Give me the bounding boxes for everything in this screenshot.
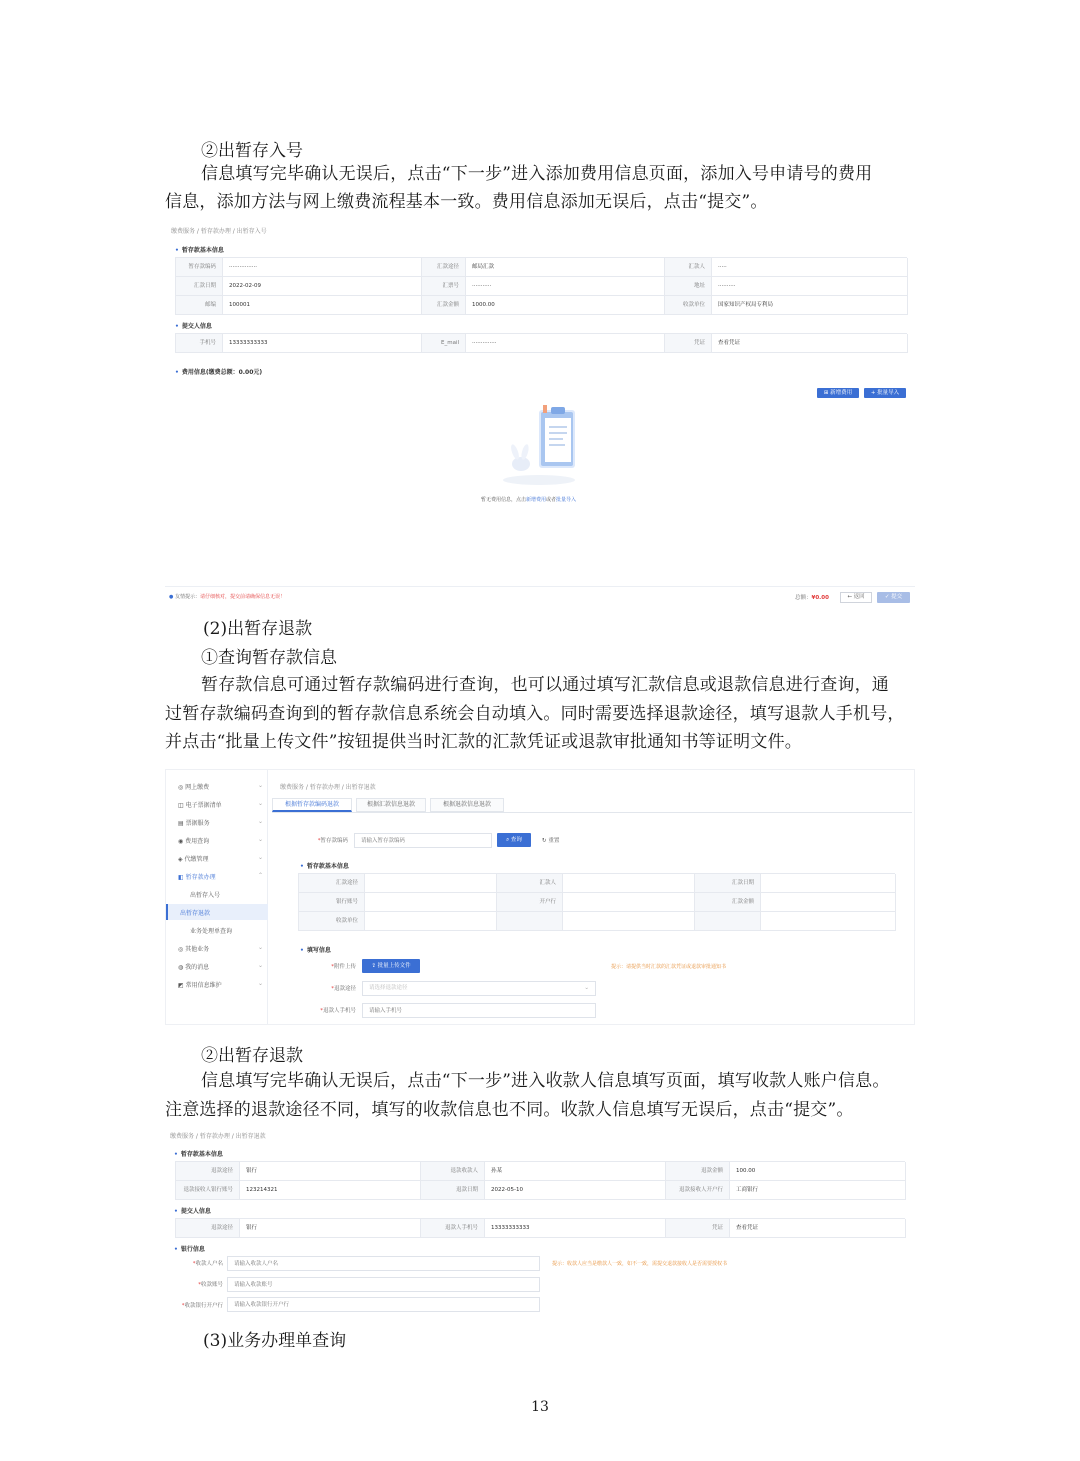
- back-button[interactable]: ← 返回: [840, 592, 872, 603]
- heading-query: ①查询暂存款信息: [201, 648, 337, 668]
- screenshot-ruhao: [165, 222, 915, 606]
- sidebar-item-fee-query[interactable]: ◉ 费用查询 ⌄: [178, 836, 264, 845]
- screenshot-payee: [165, 1127, 915, 1312]
- tab-divider: [272, 812, 912, 813]
- sidebar-item-messages[interactable]: ◍ 我的消息 ⌄: [178, 962, 264, 971]
- check-icon: ✓: [884, 594, 892, 600]
- sidebar: [166, 770, 268, 1024]
- phone-label: *退款人手机号: [320, 1008, 356, 1014]
- empty-state-text: 暂无费用信息，点击新增费用或者批量导入: [481, 497, 577, 503]
- batch-import-button[interactable]: + 批量导入: [864, 388, 906, 398]
- section-bank-info: • 银行信息: [174, 1244, 205, 1253]
- basic-info-grid: 汇款途径 汇款人 汇款日期 银行账号 开户行 汇款金额 收款单位: [298, 873, 895, 931]
- sidebar-item-deposit[interactable]: ◧ 暂存款办理 ⌃: [178, 872, 264, 881]
- plus-icon: +: [870, 390, 878, 396]
- para2-line1: 暂存款信息可通过暂存款编码进行查询，也可以通过填写汇款信息或退款信息进行查询，通: [201, 675, 889, 695]
- footer-tip: ● 友情提示：请仔细核对，提交前请确保信息无误！: [169, 594, 285, 600]
- heading-refund-submit: ②出暂存退款: [201, 1046, 303, 1066]
- add-fee-button[interactable]: ⊞ 新增费用: [817, 388, 859, 398]
- view-voucher-link[interactable]: 查看凭证: [730, 1219, 906, 1238]
- sidebar-item-agent[interactable]: ◈ 代缴管理 ⌄: [178, 854, 264, 863]
- sidebar-item-e-bills[interactable]: ◫ 电子票据清单 ⌄: [178, 800, 264, 809]
- footer-bar: [165, 586, 915, 606]
- info-icon: ●: [169, 594, 174, 600]
- para1-line1: 信息填写完毕确认无误后，点击“下一步”进入添加费用信息页面，添加入号申请号的费用: [201, 164, 873, 184]
- payee-bank-label: *收款银行开户行: [181, 1303, 223, 1309]
- heading-order-query: (3)业务办理单查询: [203, 1331, 347, 1351]
- sidebar-item-common-info[interactable]: ◩ 常用信息维护 ⌄: [178, 980, 264, 989]
- menu-icon: ◎: [178, 946, 186, 953]
- submitter-grid: 退款途径 银行 退款人手机号 13333333333 凭证 查看凭证: [175, 1218, 905, 1238]
- tab-by-refund[interactable]: 根据退款信息退款: [430, 798, 504, 812]
- page-number: 13: [531, 1399, 549, 1415]
- section-basic-info: • 暂存款基本信息: [174, 1149, 223, 1158]
- reset-button[interactable]: ↻ 重置: [542, 838, 560, 844]
- para2-line2: 过暂存款编码查询到的暂存款信息系统会自动填入。同时需要选择退款途径，填写退款人手机号，: [165, 704, 905, 724]
- route-label: *退款途径: [331, 986, 356, 992]
- sidebar-item-refund[interactable]: 出暂存退款: [180, 910, 211, 917]
- total-amount: 总额：¥0.00: [795, 595, 829, 601]
- section-basic-info: • 暂存款基本信息: [300, 861, 349, 870]
- para3-line1: 信息填写完毕确认无误后，点击“下一步”进入收款人信息填写页面，填写收款人账户信息。: [201, 1071, 890, 1091]
- view-voucher-link[interactable]: 查看凭证: [712, 334, 908, 353]
- section-fee-info: • 费用信息(缴费总额：0.00元): [175, 367, 262, 376]
- menu-icon: ▤: [178, 820, 186, 827]
- menu-icon: ◩: [178, 982, 186, 989]
- submitter-grid: 手机号 13333333333 E_mail ·············· 凭证 查看凭证: [175, 333, 907, 353]
- tab-by-remit[interactable]: 根据汇款信息退款: [356, 798, 426, 812]
- breadcrumb: 缴费服务 / 暂存款办理 / 出暂存退款: [280, 784, 376, 791]
- menu-icon: ◈: [178, 856, 185, 863]
- empty-clipboard-icon: [497, 402, 582, 487]
- payee-bank-input[interactable]: [227, 1297, 540, 1312]
- query-button[interactable]: ⌕ 查询: [497, 833, 531, 847]
- breadcrumb: 缴费服务 / 暂存款办理 / 出暂存入号: [171, 228, 267, 235]
- menu-icon: ◫: [178, 802, 186, 809]
- chevron-down-icon: ⌄: [584, 985, 589, 991]
- upload-icon: ⇪: [371, 963, 378, 969]
- payee-hint: 提示：收款人应当是缴款人一致，如不一致，需提交退款接收人是否需要授权书: [552, 1261, 728, 1267]
- submit-button[interactable]: ✓ 提交: [877, 592, 910, 603]
- sidebar-item-order-query[interactable]: 业务处理单查询: [190, 928, 233, 935]
- chevron-down-icon: ⌄: [258, 854, 264, 861]
- menu-icon: ◎: [178, 784, 186, 791]
- sidebar-item-ruhao[interactable]: 出暂存入号: [190, 892, 221, 899]
- chevron-down-icon: ⌄: [258, 836, 264, 843]
- chevron-down-icon: ⌄: [258, 962, 264, 969]
- route-select[interactable]: 请选择退款途径 ⌄: [362, 981, 596, 996]
- basic-info-grid: 退款途径 银行 退款收款人 孙某 退款金额 100.00 退款接收人银行账号 123214321 退款日期 2022-05-10 退款接收人开户行 工商银行: [175, 1161, 905, 1200]
- plus-icon: ⊞: [823, 390, 831, 396]
- breadcrumb: 缴费服务 / 暂存款办理 / 出暂存退款: [170, 1133, 266, 1140]
- screenshot-query: [165, 769, 915, 1025]
- section-submitter: • 提交人信息: [175, 321, 212, 330]
- basic-info-grid: 暂存款编码 ················ 汇款途径 邮局汇款 汇款人 ····· 汇款日期 2022-02-09 汇票号 ··········· 地址 ·········· 邮编 100001 汇款金额 1000.00 收款单位 国家知识产权局专利局: [175, 257, 907, 315]
- para3-line2: 注意选择的退款途径不同，填写的收款信息也不同。收款人信息填写无误后，点击“提交”。: [165, 1100, 854, 1120]
- menu-icon: ◧: [178, 874, 186, 881]
- upload-hint: 提示：请提供当时汇款的汇款凭证或退款审批通知书: [611, 964, 727, 970]
- payee-account-input[interactable]: [227, 1277, 540, 1292]
- menu-icon: ◍: [178, 964, 186, 971]
- batch-upload-button[interactable]: ⇪ 批量上传文件: [362, 959, 420, 973]
- section-submitter: • 提交人信息: [174, 1206, 211, 1215]
- para1-line2: 信息，添加方法与网上缴费流程基本一致。费用信息添加无误后，点击“提交”。: [165, 192, 768, 212]
- tab-by-code[interactable]: 根据暂存款编码退款: [272, 798, 352, 812]
- batch-import-link[interactable]: 批量导入: [556, 497, 577, 503]
- sidebar-item-bill-service[interactable]: ▤ 票据服务 ⌄: [178, 818, 264, 827]
- menu-icon: ◉: [178, 838, 186, 845]
- chevron-down-icon: ⌄: [258, 800, 264, 807]
- code-input[interactable]: [354, 833, 492, 848]
- heading-ruhao: ②出暂存入号: [201, 141, 303, 161]
- search-icon: ⌕: [506, 837, 511, 843]
- para2-line3: 并点击“批量上传文件”按钮提供当时汇款的汇款凭证或退款审批通知书等证明文件。: [165, 732, 802, 752]
- heading-refund: (2)出暂存退款: [203, 619, 313, 639]
- section-basic-info: • 暂存款基本信息: [175, 245, 224, 254]
- chevron-down-icon: ⌄: [258, 944, 264, 951]
- payee-name-input[interactable]: [227, 1256, 540, 1271]
- back-icon: ←: [847, 594, 854, 600]
- upload-label: *附件上传: [331, 964, 356, 970]
- payee-account-label: *收款账号: [198, 1282, 223, 1288]
- payee-name-label: *收款人户名: [192, 1261, 223, 1267]
- section-fill-info: • 填写信息: [300, 945, 331, 954]
- code-label: *暂存款编码: [317, 838, 348, 844]
- add-fee-link[interactable]: 新增费用: [526, 497, 547, 503]
- phone-input[interactable]: [362, 1003, 596, 1018]
- chevron-down-icon: ⌄: [258, 980, 264, 987]
- refresh-icon: ↻: [542, 838, 549, 844]
- chevron-down-icon: ⌄: [258, 818, 264, 825]
- chevron-up-icon: ⌃: [258, 872, 264, 879]
- chevron-down-icon: ⌄: [258, 782, 264, 789]
- sidebar-item-online-pay[interactable]: ◎ 网上缴费 ⌄: [178, 782, 264, 791]
- sidebar-item-other[interactable]: ◎ 其他业务 ⌄: [178, 944, 264, 953]
